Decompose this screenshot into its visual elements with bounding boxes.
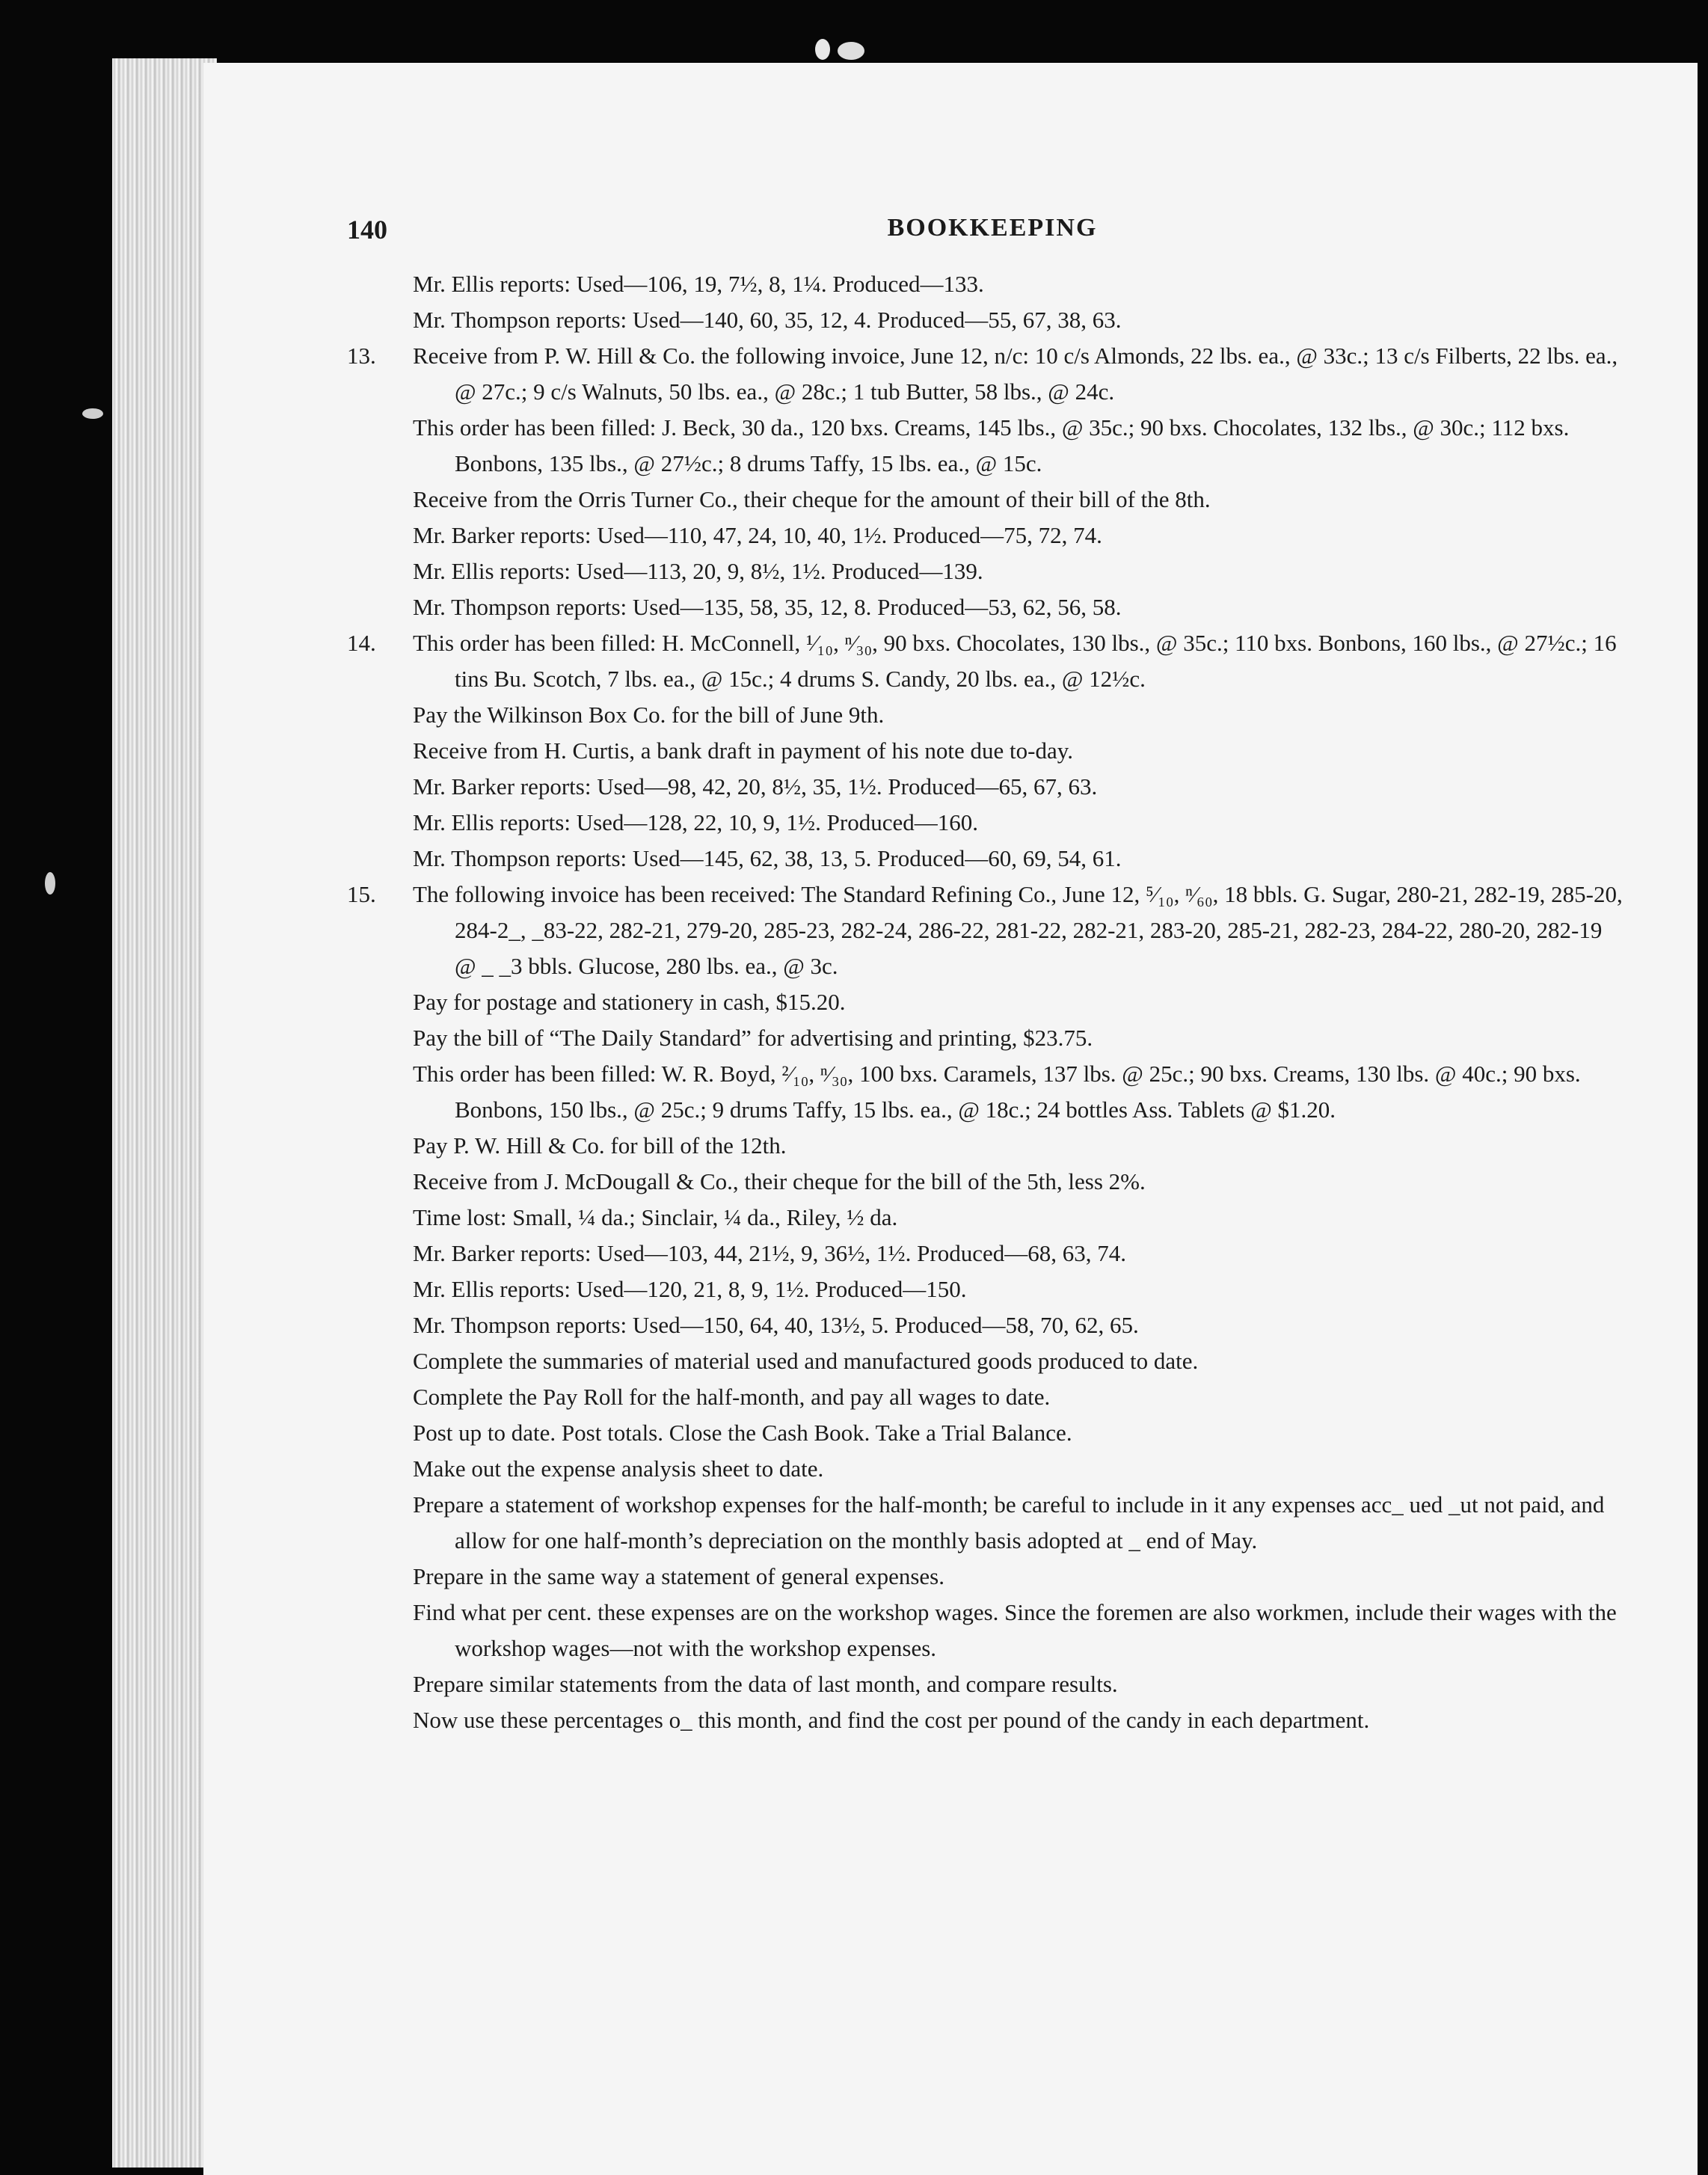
text-line <box>347 410 1623 482</box>
text-line <box>347 1200 1623 1236</box>
running-title: BOOKKEEPING <box>887 214 1098 242</box>
text-line <box>347 553 1623 589</box>
text-line <box>347 769 1623 805</box>
line-text: Mr. Ellis reports: Used—120, 21, 8, 9, 1½. Produced—150. <box>413 1276 967 1302</box>
line-text: Prepare similar statements from the data of last month, and compare results. <box>413 1671 1118 1697</box>
text-line <box>347 589 1623 625</box>
book-page-edges <box>112 58 217 2168</box>
text-line <box>347 1666 1623 1702</box>
line-text: Post up to date. Post totals. Close the Cash Book. Take a Trial Balance. <box>413 1420 1072 1446</box>
line-text: Mr. Barker reports: Used—110, 47, 24, 10, 40, 1½. Produced—75, 72, 74. <box>413 522 1102 548</box>
line-text: This order has been filled: H. McConnell, ¹⁄₁₀, ⁿ⁄₃₀, 90 bxs. Chocolates, 130 lbs., @ 35c.; 110 bxs. Bonbons, 160 lbs., @ 27½c.; 16 tins Bu. Scotch, 7 lbs. ea., @ 15c.; 4 drums S. Candy, 20 lbs. ea., @ 12½c. <box>413 630 1617 692</box>
line-text: Make out the expense analysis sheet to date. <box>413 1455 824 1482</box>
line-text: Now use these percentages o_ this month, and find the cost per pound of the candy in each department. <box>413 1707 1370 1733</box>
line-text: This order has been filled: J. Beck, 30 da., 120 bxs. Creams, 145 lbs., @ 35c.; 90 bxs. Chocolates, 132 lbs., @ 30c.; 112 bxs. Bonbons, 135 lbs., @ 27½c.; 8 drums Taffy, 15 lbs. ea., @ 15c. <box>413 414 1570 476</box>
line-text: Complete the Pay Roll for the half-month, and pay all wages to date. <box>413 1384 1051 1410</box>
text-line <box>347 805 1623 841</box>
line-text: Pay for postage and stationery in cash, $15.20. <box>413 989 846 1015</box>
line-text: Receive from J. McDougall & Co., their cheque for the bill of the 5th, less 2%. <box>413 1168 1146 1194</box>
text-line <box>347 1343 1623 1379</box>
text-line <box>347 482 1623 518</box>
text-line <box>347 1307 1623 1343</box>
line-text: Complete the summaries of material used and manufactured goods produced to date. <box>413 1348 1199 1374</box>
line-text: Pay P. W. Hill & Co. for bill of the 12th. <box>413 1132 787 1159</box>
text-line <box>347 625 1623 697</box>
line-text: Mr. Ellis reports: Used—113, 20, 9, 8½, 1½. Produced—139. <box>413 558 983 584</box>
text-line <box>347 1271 1623 1307</box>
line-text: Receive from the Orris Turner Co., their cheque for the amount of their bill of the 8th. <box>413 486 1211 512</box>
text-line <box>347 984 1623 1020</box>
text-line <box>347 697 1623 733</box>
text-line <box>347 733 1623 769</box>
line-text: Receive from P. W. Hill & Co. the following invoice, June 12, n/c: 10 c/s Almonds, 22 lbs. ea., @ 33c.; 13 c/s Filberts, 22 lbs. ea., @ 27c.; 9 c/s Walnuts, 50 lbs. ea., @ 28c.; 1 tub Butter, 58 lbs., @ 24c. <box>413 343 1618 405</box>
text-line <box>347 1451 1623 1487</box>
line-text: This order has been filled: W. R. Boyd, ²⁄₁₀, ⁿ⁄₃₀, 100 bxs. Caramels, 137 lbs. @ 25c.; 90 bxs. Creams, 130 lbs. @ 40c.; 90 bxs. Bonbons, 150 lbs., @ 25c.; 9 drums Taffy, 15 lbs. ea., @ 18c.; 24 bottles Ass. Tablets @ $1.20. <box>413 1061 1581 1123</box>
text-line <box>347 266 1623 302</box>
text-line <box>347 1020 1623 1056</box>
line-text: The following invoice has been received: The Standard Refining Co., June 12, ⁵⁄₁₀, ⁿ⁄₆₀, 18 bbls. G. Sugar, 280-21, 282-19, 285-20, 284-2_, _83-22, 282-21, 279-20, 285-23, 282-24, 286-22, 281-22, 282-21, 283-20, 285-21, 282-23, 284-22, 280-20, 282-19 @ _ _3 bbls. Glucose, 280 lbs. ea., @ 3c. <box>413 881 1623 979</box>
text-line <box>347 302 1623 338</box>
text-line <box>347 1236 1623 1271</box>
line-text: Pay the Wilkinson Box Co. for the bill of June 9th. <box>413 702 885 728</box>
line-text: Prepare a statement of workshop expenses for the half-month; be careful to include in it any expenses acc_ ued _ut not paid, and allow for one half-month’s depreciation on the monthly basis adopted at _ end of May. <box>413 1491 1605 1553</box>
text-line <box>347 518 1623 553</box>
text-line <box>347 1379 1623 1415</box>
text-line <box>347 1559 1623 1595</box>
text-line <box>347 877 1623 984</box>
line-text: Pay the bill of “The Daily Standard” for advertising and printing, $23.75. <box>413 1025 1093 1051</box>
text-line <box>347 1702 1623 1738</box>
date-number: 15. <box>347 881 376 907</box>
line-text: Receive from H. Curtis, a bank draft in payment of his note due to-day. <box>413 737 1073 764</box>
text-line <box>347 1128 1623 1164</box>
line-text: Mr. Thompson reports: Used—150, 64, 40, 13½, 5. Produced—58, 70, 62, 65. <box>413 1312 1139 1338</box>
binding-mark <box>808 33 875 63</box>
page-header <box>347 214 1638 251</box>
exercise-body <box>347 266 1623 1738</box>
line-text: Mr. Thompson reports: Used—145, 62, 38, 13, 5. Produced—60, 69, 54, 61. <box>413 845 1122 871</box>
date-number: 14. <box>347 630 376 656</box>
line-text: Mr. Thompson reports: Used—135, 58, 35, 12, 8. Produced—53, 62, 56, 58. <box>413 594 1122 620</box>
line-text: Mr. Ellis reports: Used—128, 22, 10, 9, 1½. Produced—160. <box>413 809 979 835</box>
text-line <box>347 1415 1623 1451</box>
line-text: Time lost: Small, ¼ da.; Sinclair, ¼ da., Riley, ½ da. <box>413 1204 898 1230</box>
line-text: Find what per cent. these expenses are on the workshop wages. Since the foremen are also workmen, include their wages with the workshop wages—not with the workshop expenses. <box>413 1599 1617 1661</box>
line-text: Mr. Ellis reports: Used—106, 19, 7½, 8, 1¼. Produced—133. <box>413 271 984 297</box>
page-number: 140 <box>347 215 387 245</box>
margin-smudge <box>45 872 55 895</box>
line-text: Mr. Barker reports: Used—103, 44, 21½, 9, 36½, 1½. Produced—68, 63, 74. <box>413 1240 1127 1266</box>
line-text: Mr. Barker reports: Used—98, 42, 20, 8½, 35, 1½. Produced—65, 67, 63. <box>413 773 1098 800</box>
text-line <box>347 1056 1623 1128</box>
line-text: Mr. Thompson reports: Used—140, 60, 35, 12, 4. Produced—55, 67, 38, 63. <box>413 307 1122 333</box>
date-number: 13. <box>347 343 376 369</box>
text-line <box>347 338 1623 410</box>
text-line <box>347 1595 1623 1666</box>
text-line <box>347 1487 1623 1559</box>
text-line <box>347 841 1623 877</box>
line-text: Prepare in the same way a statement of general expenses. <box>413 1563 944 1589</box>
margin-smudge <box>82 408 103 419</box>
book-page <box>203 63 1698 2175</box>
text-line <box>347 1164 1623 1200</box>
